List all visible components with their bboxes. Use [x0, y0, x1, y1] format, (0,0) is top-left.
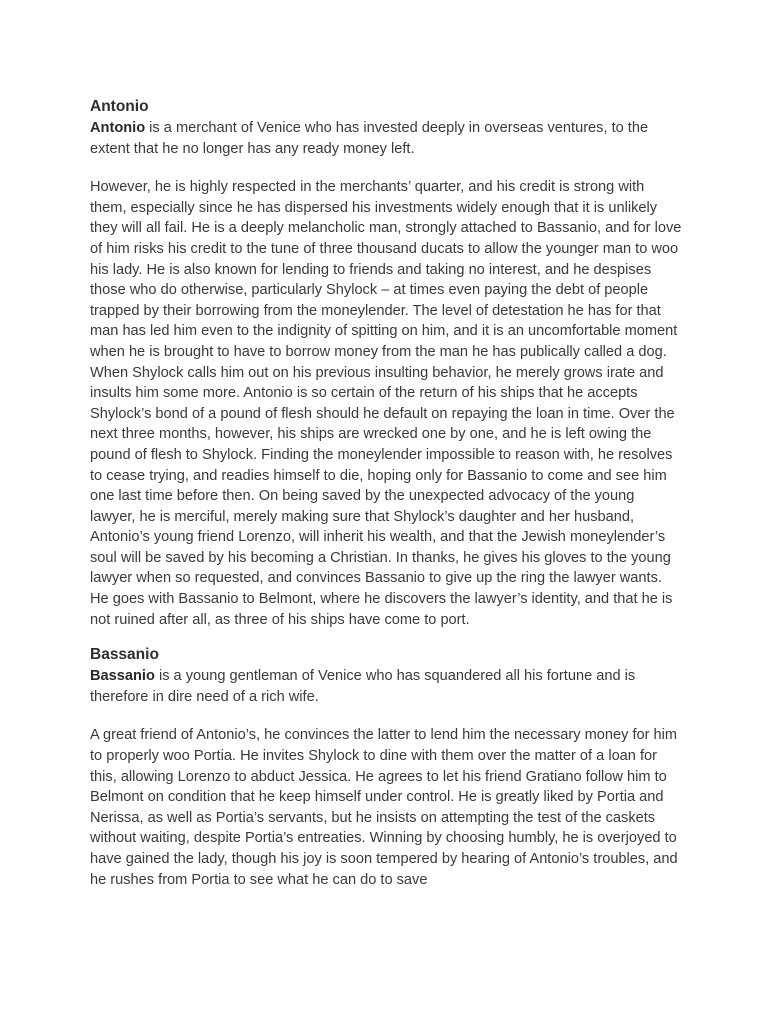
section-intro	[90, 118, 682, 159]
section-antonio	[90, 96, 682, 630]
paragraph-gap	[90, 159, 682, 177]
intro-name: Bassanio	[90, 668, 155, 685]
section-bassanio	[90, 644, 682, 890]
section-heading: Antonio	[90, 98, 149, 115]
section-intro	[90, 666, 682, 707]
section-gap	[90, 630, 682, 644]
section-body: A great friend of Antonio’s, he convinces the latter to lend him the necessary money for him to properly woo Portia. He invites Shylock to dine with them over the matter of a loan for this, allowing Lorenzo to abduct Jessica. He agrees to let his friend Gratiano follow him to Belmont on condition that he keep himself under control. He is greatly liked by Portia and Nerissa, as well as Portia’s servants, but he insists on attempting the test of the caskets without waiting, despite Portia’s entreaties. Winning by choosing humbly, he is overjoyed to have gained the lady, though his joy is soon tempered by hearing of Antonio’s troubles, and he rushes from Portia to see what he can do to save	[90, 727, 678, 888]
intro-name: Antonio	[90, 120, 146, 136]
paragraph-gap	[90, 707, 682, 725]
section-body: However, he is highly respected in the merchants’ quarter, and his credit is strong with them, especially since he has dispersed his investments widely enough that it is unlikely they will all fail. He is a deeply melancholic man, strongly attached to Bassanio, and for love of him risks his credit to the tune of three thousand ducats to allow the younger man to woo his lady. He is also known for lending to friends and taking no interest, and he despises those who do otherwise, particularly Shylock – at times even paying the debt of people trapped by their borrowing from the moneylender. The level of detestation he has for that man has led him even to the indignity of spitting on him, and it is an uncomfortable moment when he is brought to have to borrow money from the man he has publically called a dog. When Shylock calls him out on his previous insulting behavior, he merely grows irate and insults him some more. Antonio is so certain of the return of his ships that he accepts Shylock’s bond of a pound of flesh should he default on repaying the loan in time. Over the next three months, however, his ships are wrecked one by one, and he is left owing the pound of flesh to Shylock. Finding the moneylender impossible to reason with, he resolves to cease trying, and readies himself to die, hoping only for Bassanio to come and see him one last time before then. On being saved by the unexpected advocacy of the young lawyer, he is merciful, merely making sure that Shylock’s daughter and her husband, Antonio’s young friend Lorenzo, will inherit his wealth, and that the Jewish moneylender’s soul will be saved by his becoming a Christian. In thanks, he gives his gloves to the young lawyer when so requested, and convinces Bassanio to give up the ring the lawyer wants. He goes with Bassanio to Belmont, where he discovers the lawyer’s identity, and that he is not ruined after all, as three of his ships have come to port.	[90, 179, 682, 628]
intro-text: is a young gentleman of Venice who has squandered all his fortune and is therefore in dire need of a rich wife.	[90, 668, 636, 705]
document-page	[90, 96, 682, 890]
section-heading: Bassanio	[90, 646, 159, 664]
intro-text: is a merchant of Venice who has invested deeply in overseas ventures, to the extent that he no longer has any ready money left.	[90, 120, 649, 157]
